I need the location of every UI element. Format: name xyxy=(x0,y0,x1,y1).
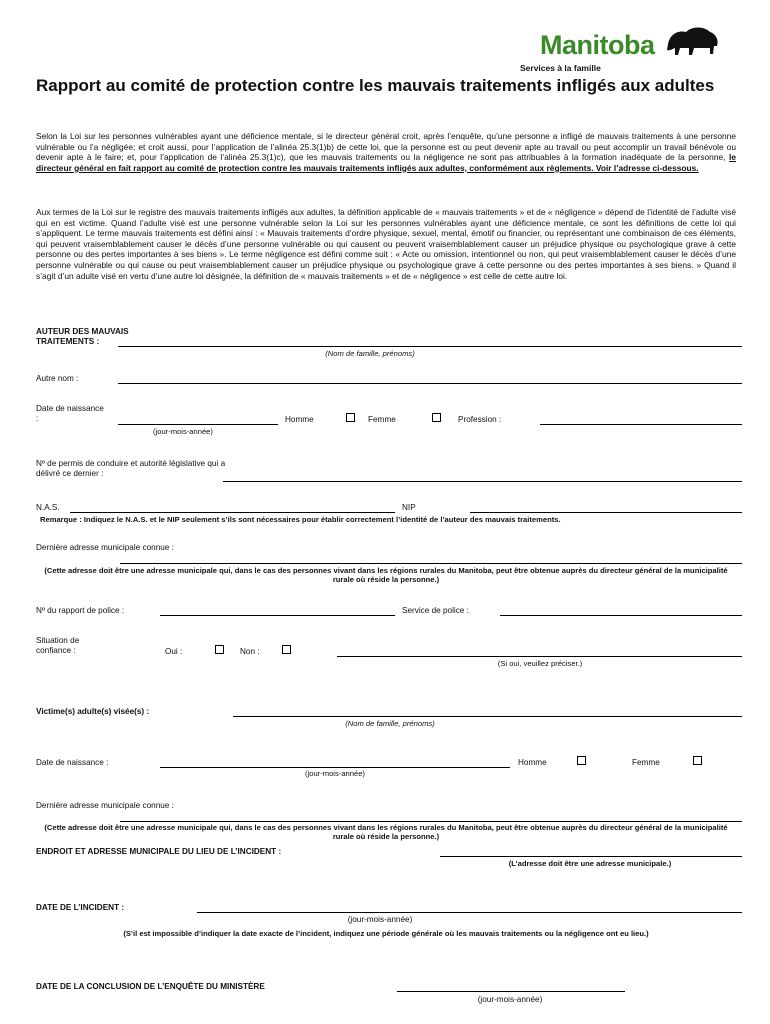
abuser-address-field[interactable] xyxy=(120,563,742,564)
abuser-male-checkbox[interactable] xyxy=(346,413,355,422)
profession-field[interactable] xyxy=(540,424,742,425)
victim-heading: Victime(s) adulte(s) visée(s) : xyxy=(36,707,150,716)
conclusion-date-label: DATE DE LA CONCLUSION DE L’ENQUÊTE DU MINISTÈRE xyxy=(36,982,265,991)
abuser-address-note: (Cette adresse doit être une adresse municipale qui, dans le cas des personnes vivant dans les régions rurales du Manitoba, peut être obtenue auprès du directeur général de la municipalité rurale où réside la personne.) xyxy=(44,566,728,585)
incident-date-hint: (jour-mois-année) xyxy=(347,915,413,924)
trust-detail-field[interactable] xyxy=(337,656,742,657)
incident-location-hint: (L’adresse doit être une adresse municipale.) xyxy=(508,859,672,868)
brand-wordmark: Manitoba xyxy=(540,30,655,60)
license-field[interactable] xyxy=(223,481,742,482)
nip-label: NIP xyxy=(402,503,416,512)
police-report-label: Nº du rapport de police : xyxy=(36,606,125,615)
sin-field[interactable] xyxy=(70,512,395,513)
license-label: Nº de permis de conduire et autorité législative qui a délivré ce dernier : xyxy=(36,459,226,479)
incident-date-label: DATE DE L’INCIDENT : xyxy=(36,903,125,912)
page-title: Rapport au comité de protection contre les mauvais traitements infligés aux adultes xyxy=(36,76,715,95)
victim-female-checkbox[interactable] xyxy=(693,756,702,765)
sin-label: N.A.S. xyxy=(36,503,60,512)
abuser-female-label: Femme xyxy=(368,415,396,424)
victim-address-note: (Cette adresse doit être une adresse municipale qui, dans le cas des personnes vivant dans les régions rurales du Manitoba, peut être obtenue auprès du directeur général de la municipalité rurale où réside la personne.) xyxy=(44,823,728,842)
victim-male-checkbox[interactable] xyxy=(577,756,586,765)
victim-female-label: Femme xyxy=(632,758,660,767)
police-report-field[interactable] xyxy=(160,615,395,616)
abuser-male-label: Homme xyxy=(285,415,314,424)
victim-dob-label: Date de naissance : xyxy=(36,758,109,767)
trust-yes-checkbox[interactable] xyxy=(215,645,224,654)
victim-dob-hint: (jour-mois-année) xyxy=(305,769,365,778)
abuser-dob-field[interactable] xyxy=(118,424,278,425)
abuser-heading: AUTEUR DES MAUVAIS TRAITEMENTS : xyxy=(36,327,129,347)
incident-date-field[interactable] xyxy=(197,912,742,913)
manitoba-logo xyxy=(540,28,720,64)
victim-dob-field[interactable] xyxy=(160,767,510,768)
incident-date-note: (S’il est impossible d’indiquer la date exacte de l’incident, indiquez une période générale où les mauvais traitements ou la négligence ont eu lieu.) xyxy=(123,929,649,938)
nip-field[interactable] xyxy=(470,512,742,513)
department-label: Services à la famille xyxy=(520,63,601,73)
other-name-field[interactable] xyxy=(118,383,742,384)
incident-location-field[interactable] xyxy=(440,856,742,857)
intro-emphasis: le directeur général en fait rapport au comité de protection contre les mauvais traitements infligés aux adultes, conformément aux règlements. Voir l’adresse ci-dessous. xyxy=(36,152,736,173)
police-service-label: Service de police : xyxy=(402,606,469,615)
trust-hint: (Si oui, veuillez préciser.) xyxy=(497,659,583,668)
police-service-field[interactable] xyxy=(500,615,742,616)
abuser-name-field[interactable] xyxy=(118,346,742,347)
conclusion-date-field[interactable] xyxy=(397,991,625,992)
victim-male-label: Homme xyxy=(518,758,547,767)
trust-no-label: Non : xyxy=(240,647,260,656)
trust-label: Situation de confiance : xyxy=(36,636,80,656)
abuser-name-hint: (Nom de famille, prénoms) xyxy=(325,349,415,358)
intro-paragraph-1: Selon la Loi sur les personnes vulnérables ayant une déficience mentale, si le directeur général croit, après l’enquête, qu’une personne a infligé de mauvais traitements à une personne vulnérable ou l’a négligée; et croit aussi, pour l’application de l’alinéa 25.3(1)b) de cette loi, que la personne est ou peut devenir apte au travail ou peut accomplir un travail bénévole ou devenir apte à le faire; et, pour l’application de l’alinéa 25.3(1)c), que les mauvais traitements ou la négligence ne sont pas attribuables à la formation inadéquate de la personne, le directeur général en fait rapport au comité de protection contre les mauvais traitements infligés aux adultes, conformément aux règlements. Voir l’adresse ci-dessous. xyxy=(36,131,736,173)
abuser-address-label: Dernière adresse municipale connue : xyxy=(36,543,174,552)
sin-remark: Remarque : Indiquez le N.A.S. et le NIP seulement s’ils sont nécessaires pour établir correctement l’identité de l’auteur des mauvais traitements. xyxy=(40,515,561,524)
other-name-label: Autre nom : xyxy=(36,374,79,383)
abuser-female-checkbox[interactable] xyxy=(432,413,441,422)
victim-name-hint: (Nom de famille, prénoms) xyxy=(345,719,435,728)
intro-paragraph-2: Aux termes de la Loi sur le registre des mauvais traitements infligés aux adultes, la définition applicable de « mauvais traitements » et de « négligence » dépend de l’identité de l’adulte visé qui en est victime. Quand l’adulte visé est une personne vulnérable selon la Loi sur les personnes vulnérables ayant une déficience mentale, ce sont les définitions de cette loi qui s’appliquent. Le terme mauvais traitements est défini ainsi : « Mauvais traitements d’ordre physique, sexuel, mental, émotif ou financier, ou représentant une combinaison de ces éléments, qui peuvent vraisemblablement causer le décès d’une personne vulnérable ou qui causent ou peuvent vraisemblablement causer un préjudice physique ou psychologique grave à cette personne ou des pertes importantes à ses biens ». Le terme négligence est défini comme suit : « Acte ou omission, intentionnel ou non, qui peut vraisemblablement causer le décès d’une personne vulnérable ou qui cause ou peut vraisemblablement causer un préjudice physique ou psychologique grave à cette personne ou des pertes importantes à ses biens. » Quand il s’agit d’un adulte visé en vertu d’une autre loi désignée, la définition de « mauvais traitements » et de « négligence » est celle de cette autre loi. xyxy=(36,207,736,281)
abuser-dob-label: Date de naissance : xyxy=(36,404,104,424)
conclusion-date-hint: (jour-mois-année) xyxy=(477,995,543,1004)
victim-name-field[interactable] xyxy=(233,716,742,717)
victim-address-field[interactable] xyxy=(120,821,742,822)
bison-icon xyxy=(664,24,720,58)
victim-address-label: Dernière adresse municipale connue : xyxy=(36,801,174,810)
trust-no-checkbox[interactable] xyxy=(282,645,291,654)
profession-label: Profession : xyxy=(458,415,502,424)
abuser-dob-hint: (jour-mois-année) xyxy=(153,427,213,436)
trust-yes-label: Oui : xyxy=(165,647,183,656)
incident-location-label: ENDROIT ET ADRESSE MUNICIPALE DU LIEU DE L’INCIDENT : xyxy=(36,847,282,856)
